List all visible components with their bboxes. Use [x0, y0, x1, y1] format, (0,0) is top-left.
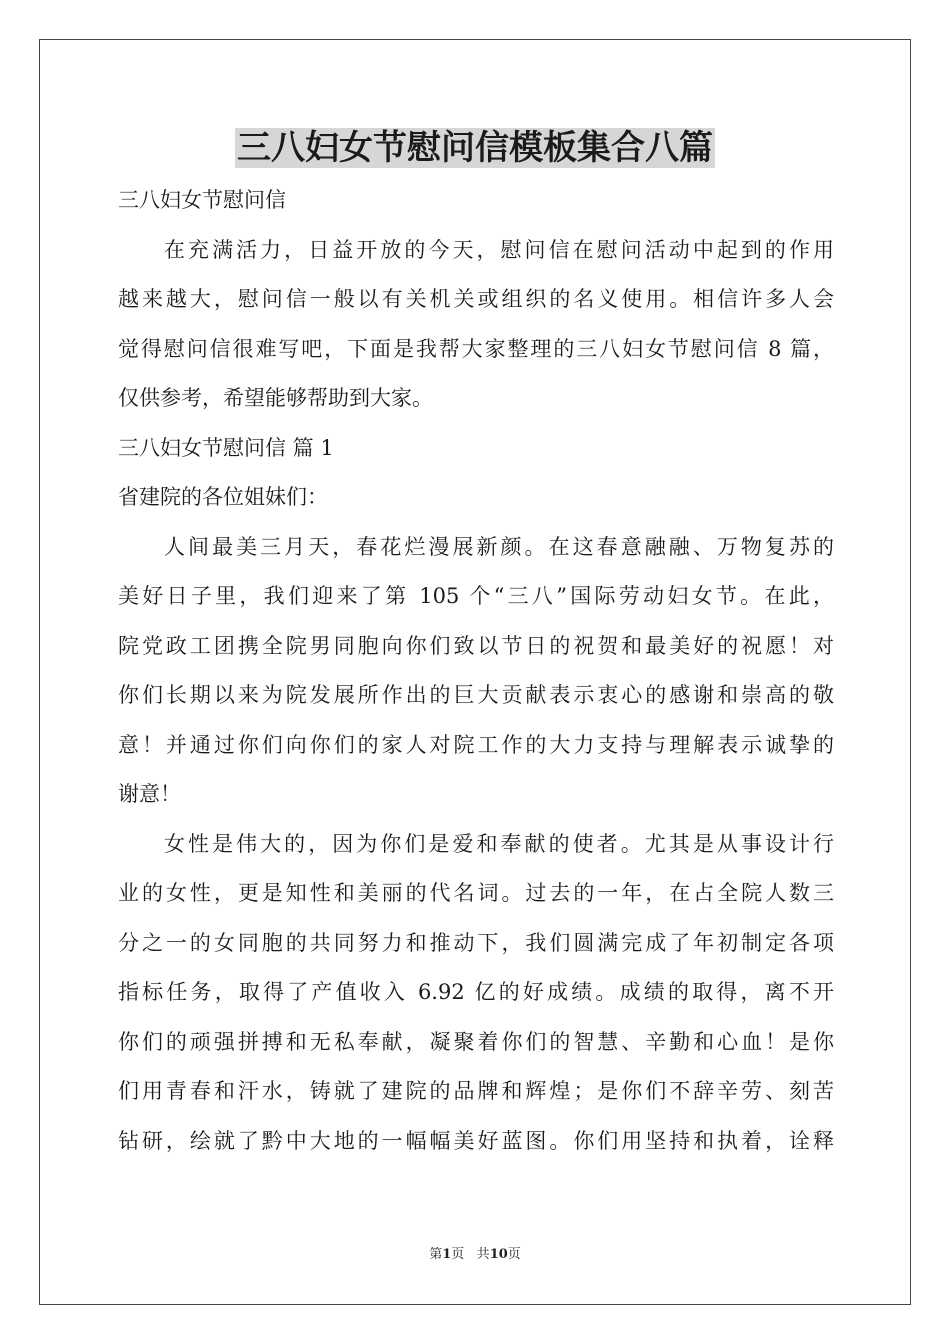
paragraph-line: 你们的顽强拼搏和无私奉献，凝聚着你们的智慧、辛勤和心血！是你: [118, 1029, 834, 1054]
page-suffix: 页: [451, 1247, 465, 1262]
page-footer: [0, 1246, 950, 1264]
paragraph-line: 钻研，绘就了黔中大地的一幅幅美好蓝图。你们用坚持和执着，诠释: [118, 1128, 834, 1153]
total-suffix: 页: [507, 1247, 521, 1262]
paragraph-line: 业的女性，更是知性和美丽的代名词。过去的一年，在占全院人数三: [118, 881, 834, 905]
paragraph-line: 仅供参考，希望能够帮助到大家。: [118, 386, 433, 410]
document-title-text: 三八妇女节慰问信模板集合八篇: [237, 128, 713, 168]
total-prefix: 共: [476, 1247, 490, 1262]
paragraph-line: 院党政工团携全院男同胞向你们致以节日的祝贺和最美好的祝愿！对: [118, 633, 834, 658]
total-pages: 10: [489, 1247, 508, 1262]
paragraph-line: 越来越大，慰问信一般以有关机关或组织的名义使用。相信许多人会: [118, 287, 834, 311]
paragraph-line: 分之一的女同胞的共同努力和推动下，我们圆满完成了年初制定各项: [118, 930, 834, 955]
paragraph-line: 觉得慰问信很难写吧，下面是我帮大家整理的三八妇女节慰问信 8 篇，: [118, 336, 834, 361]
salutation: 省建院的各位姐妹们：: [118, 485, 328, 509]
paragraph-line: 们用青春和汗水，铸就了建院的品牌和辉煌；是你们不辞辛劳、刻苦: [118, 1079, 834, 1103]
paragraph-line: 指标任务，取得了产值收入 6.92 亿的好成绩。成绩的取得，离不开: [118, 980, 834, 1004]
paragraph-line: 你们长期以来为院发展所作出的巨大贡献表示衷心的感谢和崇高的敬: [118, 683, 834, 707]
paragraph-line: 女性是伟大的，因为你们是爱和奉献的使者。尤其是从事设计行: [164, 831, 834, 856]
paragraph-line: 美好日子里，我们迎来了第 105 个“三八”国际劳动妇女节。在此，: [118, 584, 834, 608]
paragraph-line: 在充满活力，日益开放的今天，慰问信在慰问活动中起到的作用: [164, 237, 834, 262]
section-heading: 三八妇女节慰问信 篇 1: [118, 435, 334, 460]
page-number: 1: [442, 1247, 452, 1262]
document-title: [0, 126, 950, 170]
page-prefix: 第: [429, 1247, 443, 1262]
document-body: [118, 176, 834, 1166]
paragraph-line: 人间最美三月天，春花烂漫展新颜。在这春意融融、万物复苏的: [164, 534, 834, 559]
section-heading: 三八妇女节慰问信: [118, 188, 286, 212]
paragraph-line: 意！并通过你们向你们的家人对院工作的大力支持与理解表示诚挚的: [118, 732, 834, 757]
paragraph-line: 谢意！: [118, 782, 181, 806]
